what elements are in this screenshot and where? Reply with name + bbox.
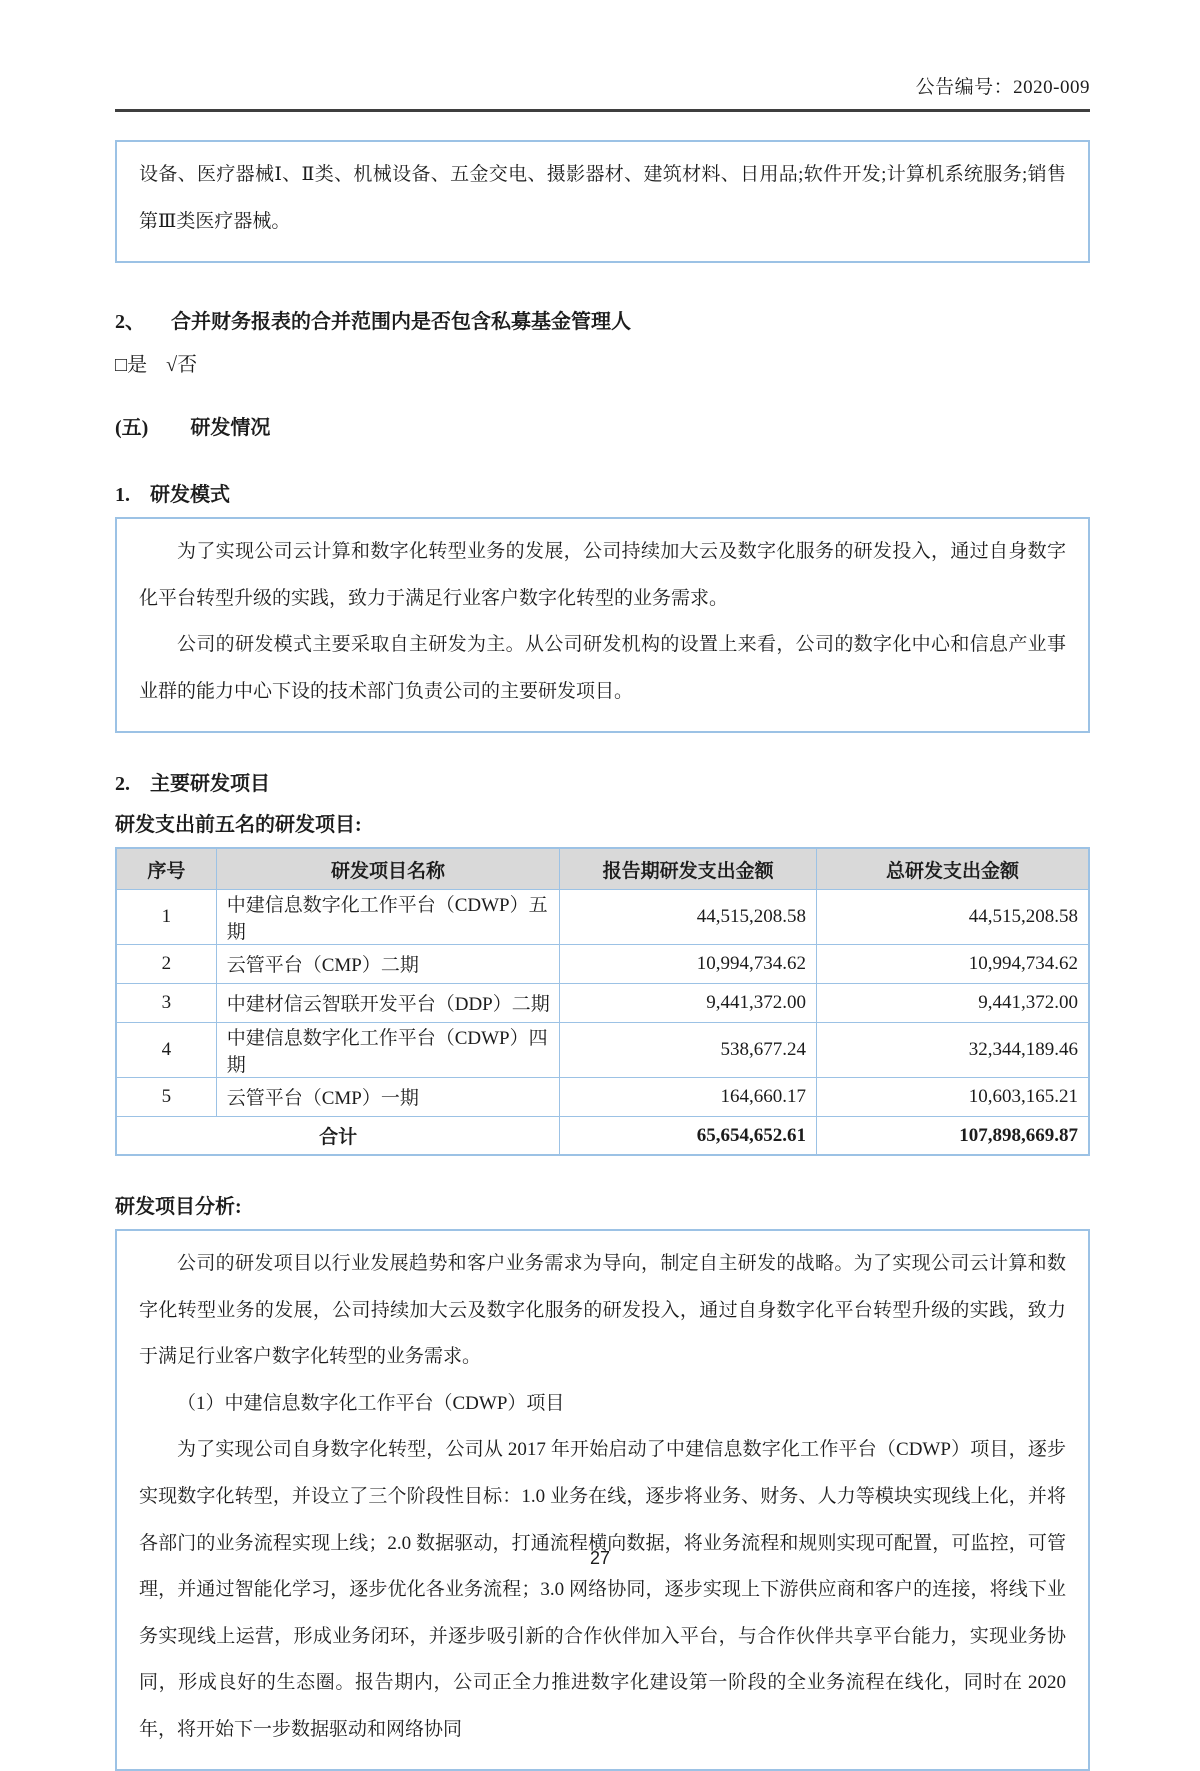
page-number: 27 xyxy=(589,1548,611,1568)
cell-report-period-spend: 44,515,208.58 xyxy=(560,889,817,944)
cell-index: 4 xyxy=(116,1022,216,1077)
rd-projects-heading xyxy=(115,767,1090,796)
option-no-checked: √否 xyxy=(166,354,198,377)
cell-report-period-spend: 538,677.24 xyxy=(560,1022,817,1077)
rd-mode-heading xyxy=(115,478,1090,507)
column-header-project-name: 研发项目名称 xyxy=(216,848,559,889)
business-scope-text: 设备、医疗器械Ⅰ、Ⅱ类、机械设备、五金交电、摄影器材、建筑材料、日用品;软件开发;计算机系统服务;销售第Ⅲ类医疗器械。 xyxy=(139,164,1066,232)
cell-total-spend: 9,441,372.00 xyxy=(817,983,1089,1022)
consolidation-heading-text: 合并财务报表的合并范围内是否包含私募基金管理人 xyxy=(171,311,631,334)
cell-index: 2 xyxy=(116,944,216,983)
column-header-total-spend: 总研发支出金额 xyxy=(817,848,1089,889)
header-rule xyxy=(115,109,1090,112)
rd-projects-title: 主要研发项目 xyxy=(150,773,270,796)
total-report-period-spend: 65,654,652.61 xyxy=(560,1116,817,1155)
cell-project-name: 云管平台（CMP）二期 xyxy=(216,944,559,983)
rd-section-title: 研发情况 xyxy=(190,417,271,440)
cell-total-spend: 10,994,734.62 xyxy=(817,944,1089,983)
rd-analysis-paragraph-2: （1）中建信息数字化工作平台（CDWP）项目 xyxy=(177,1392,565,1414)
column-header-index: 序号 xyxy=(116,848,216,889)
cell-project-name: 中建信息数字化工作平台（CDWP）四期 xyxy=(216,1022,559,1077)
cell-index: 3 xyxy=(116,983,216,1022)
rd-analysis-heading: 研发项目分析: xyxy=(115,1196,242,1219)
cell-index: 5 xyxy=(116,1077,216,1116)
cell-project-name: 中建材信云智联开发平台（DDP）二期 xyxy=(216,983,559,1022)
cell-report-period-spend: 164,660.17 xyxy=(560,1077,817,1116)
consolidation-heading-number: 2、 xyxy=(115,311,145,334)
total-label: 合计 xyxy=(116,1116,560,1155)
table-row xyxy=(116,983,1089,1022)
rd-projects-number: 2. xyxy=(115,773,130,796)
rd-mode-number: 1. xyxy=(115,484,130,507)
rd-mode-title: 研发模式 xyxy=(150,484,230,507)
table-row xyxy=(116,889,1089,944)
cell-report-period-spend: 9,441,372.00 xyxy=(560,983,817,1022)
business-scope-box xyxy=(115,140,1090,263)
consolidation-options xyxy=(115,348,1090,377)
rd-mode-paragraph-1: 为了实现公司云计算和数字化转型业务的发展，公司持续加大云及数字化服务的研发投入，通过自身数字化平台转型升级的实践，致力于满足行业客户数字化转型的业务需求。 xyxy=(139,541,1066,609)
table-row xyxy=(116,1022,1089,1077)
cell-index: 1 xyxy=(116,889,216,944)
rd-section-heading xyxy=(115,411,1090,440)
rd-analysis-box xyxy=(115,1229,1090,1771)
rd-mode-box xyxy=(115,517,1090,733)
table-row xyxy=(116,944,1089,983)
cell-total-spend: 10,603,165.21 xyxy=(817,1077,1089,1116)
rd-mode-paragraph-2: 公司的研发模式主要采取自主研发为主。从公司研发机构的设置上来看，公司的数字化中心和信息产业事业群的能力中心下设的技术部门负责公司的主要研发项目。 xyxy=(139,634,1066,702)
rd-projects-table xyxy=(115,847,1090,1156)
cell-total-spend: 44,515,208.58 xyxy=(817,889,1089,944)
consolidation-heading xyxy=(115,305,1090,334)
rd-analysis-paragraph-3: 为了实现公司自身数字化转型，公司从 2017 年开始启动了中建信息数字化工作平台（CDWP）项目，逐步实现数字化转型，并设立了三个阶段性目标：1.0 业务在线，逐步将业务、财务、人力等模块实现线上化，并将各部门的业务流程实现上线；2.0 数据驱动，打通流程横向数据，将业务流程和规则实现可配置，可监控，可管理，并通过智能化学习，逐步优化各业务流程；3.0 网络协同，逐步实现上下游供应商和客户的连接，将线下业务实现线上运营，形成业务闭环，并逐步吸引新的合作伙伴加入平台，与合作伙伴共享平台能力，实现业务协同，形成良好的生态圈。报告期内，公司正全力推进数字化建设第一阶段的全业务流程在线化，同时在 2020 年，将开始下一步数据驱动和网络协同 xyxy=(139,1439,1066,1740)
announcement-number: 公告编号：2020-009 xyxy=(915,77,1090,98)
table-row xyxy=(116,1077,1089,1116)
column-header-report-period-spend: 报告期研发支出金额 xyxy=(560,848,817,889)
rd-analysis-paragraph-1: 公司的研发项目以行业发展趋势和客户业务需求为导向，制定自主研发的战略。为了实现公司云计算和数字化转型业务的发展，公司持续加大云及数字化服务的研发投入，通过自身数字化平台转型升级的实践，致力于满足行业客户数字化转型的业务需求。 xyxy=(139,1253,1066,1368)
rd-section-number: (五) xyxy=(115,417,149,440)
cell-project-name: 中建信息数字化工作平台（CDWP）五期 xyxy=(216,889,559,944)
table-total-row xyxy=(116,1116,1089,1155)
cell-total-spend: 32,344,189.46 xyxy=(817,1022,1089,1077)
table-header-row xyxy=(116,848,1089,889)
rd-projects-subtitle: 研发支出前五名的研发项目: xyxy=(115,814,362,837)
option-yes-checkbox: □是 xyxy=(115,354,148,377)
cell-project-name: 云管平台（CMP）一期 xyxy=(216,1077,559,1116)
total-spend: 107,898,669.87 xyxy=(817,1116,1089,1155)
cell-report-period-spend: 10,994,734.62 xyxy=(560,944,817,983)
